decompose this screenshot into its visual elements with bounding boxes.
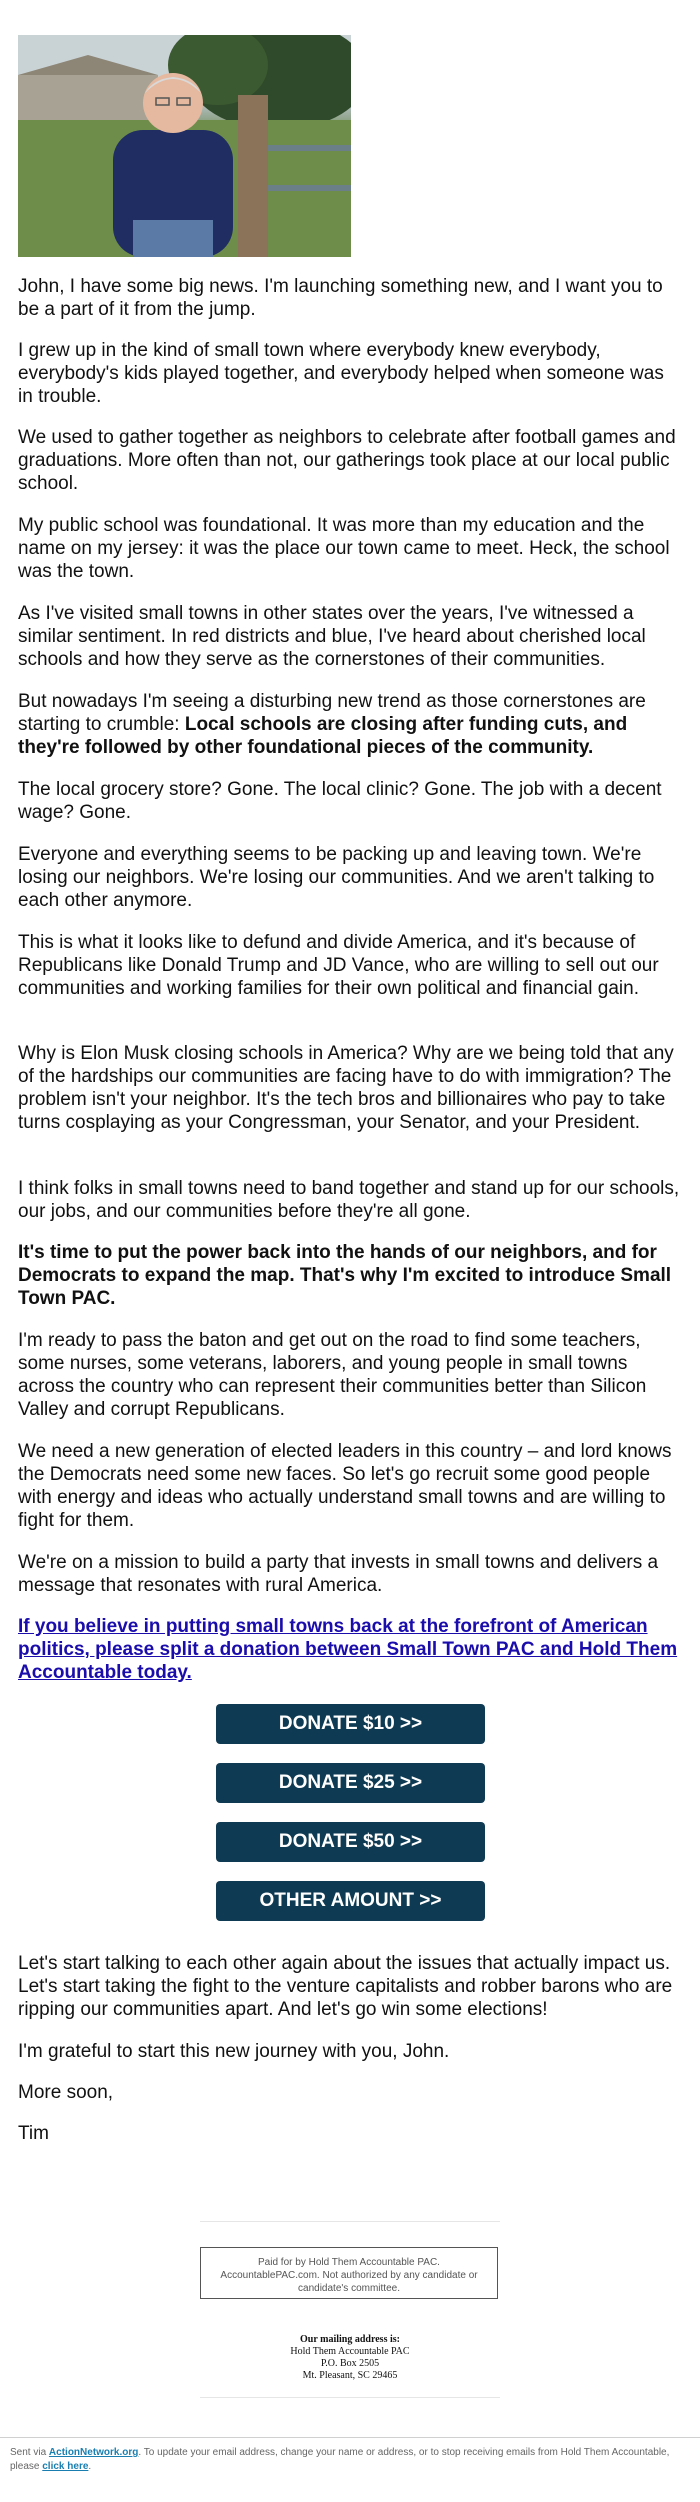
footer-divider (0, 2437, 700, 2438)
hero-photo (18, 35, 351, 257)
paragraph: Why is Elon Musk closing schools in America? Why are we being told that any of the hardships our communities are facing have to do with immigration? The problem isn't your neighbor. It's the tech bros and billionaires who pay to take turns cosplaying as your Congressman, your Senator, and your President. (18, 1043, 674, 1133)
paragraph: We used to gather together as neighbors to celebrate after football games and graduations. More often than not, our gatherings took place at our local public school. (18, 427, 676, 494)
footer-text (10, 2446, 670, 2474)
paragraph: This is what it looks like to defund and divide America, and it's because of Republicans like Donald Trump and JD Vance, who are willing to sell out our communities and working families for their own political and financial gain. (18, 932, 659, 999)
mailing-address (150, 2334, 550, 2382)
paragraph: More soon, (18, 2082, 114, 2103)
paragraph: I grew up in the kind of small town where everybody knew everybody, everybody's kids played together, and everybody helped when someone was in trouble. (18, 340, 664, 407)
paragraph: Let's start talking to each other again about the issues that actually impact us. Let's start taking the fight to the venture capitalists and robber barons who are ripping our communities apart. And let's go win some elections! (18, 1953, 673, 2020)
paragraph: We need a new generation of elected leaders in this country – and lord knows the Democrats need some new faces. So let's go recruit some good people with energy and ideas who actually understand small towns and are willing to fight for them. (18, 1441, 672, 1531)
footer-label: . To update your email address, change your name or address, or to stop receiving emails from Hold Them Accountable, please (10, 2447, 670, 2472)
mailing-name: Hold Them Accountable PAC (290, 2346, 410, 2357)
paragraph: Everyone and everything seems to be packing up and leaving town. We're losing our neighbors. We're losing our communities. And we aren't talking to each other anymore. (18, 844, 655, 911)
mailing-city: Mt. Pleasant, SC 29465 (302, 2370, 398, 2381)
disclaimer-line: candidate's committee. (298, 2283, 400, 2294)
paragraph: John, I have some big news. I'm launching something new, and I want you to be a part of it from the jump. (18, 276, 663, 320)
footer-label: Sent via (10, 2447, 49, 2458)
paragraph-text: But nowadays I'm seeing a disturbing new trend as those cornerstones are starting to crumble: (18, 691, 646, 735)
donate-25-button[interactable]: DONATE $25 >> (216, 1763, 485, 1803)
paragraph: I'm grateful to start this new journey with you, John. (18, 2041, 450, 2062)
paragraph: My public school was foundational. It was more than my education and the name on my jersey: it was the place our town came to meet. Heck, the school was the town. (18, 515, 670, 582)
other-amount-button[interactable]: OTHER AMOUNT >> (216, 1881, 485, 1921)
disclaimer-line: Paid for by Hold Them Accountable PAC. (258, 2257, 440, 2268)
mailing-label: Our mailing address is: (300, 2334, 400, 2345)
paragraph-emphasis: Local schools are closing after funding cuts, and they're followed by other foundational pieces of the community. (18, 714, 628, 758)
unsubscribe-link[interactable]: click here (42, 2461, 89, 2472)
paragraph: As I've visited small towns in other states over the years, I've witnessed a similar sentiment. In red districts and blue, I've heard about cherished local schools and how they serve as the cornerstones of their communities. (18, 603, 646, 670)
paragraph: I think folks in small towns need to band together and stand up for our schools, our jobs, and our communities before they're all gone. (18, 1178, 680, 1222)
mailing-box: P.O. Box 2505 (320, 2358, 380, 2369)
photo-of-tim-icon (18, 35, 351, 257)
divider (200, 2397, 500, 2398)
donate-10-button[interactable]: DONATE $10 >> (216, 1704, 485, 1744)
footer-label: . (88, 2461, 92, 2472)
donation-link[interactable]: If you believe in putting small towns back at the forefront of American politics, please split a donation between Small Town PAC and Hold Them Accountable today. (18, 1616, 678, 1683)
actionnetwork-link[interactable]: ActionNetwork.org (48, 2447, 139, 2458)
paid-for-disclaimer (200, 2247, 498, 2299)
paragraph (18, 690, 682, 759)
disclaimer-line: AccountablePAC.com. Not authorized by any candidate or (220, 2270, 478, 2281)
paragraph: The local grocery store? Gone. The local clinic? Gone. The job with a decent wage? Gone. (18, 779, 662, 823)
paragraph: I'm ready to pass the baton and get out on the road to find some teachers, some nurses, some veterans, laborers, and young people in small towns across the country who can represent their communities better than Silicon Valley and corrupt Republicans. (18, 1330, 647, 1420)
donate-50-button[interactable]: DONATE $50 >> (216, 1822, 485, 1862)
divider (200, 2221, 500, 2222)
paragraph-bold: It's time to put the power back into the hands of our neighbors, and for Democrats to expand the map. That's why I'm excited to introduce Small Town PAC. (18, 1242, 672, 1309)
signature: Tim (18, 2123, 49, 2144)
paragraph: We're on a mission to build a party that invests in small towns and delivers a message that resonates with rural America. (18, 1552, 659, 1596)
